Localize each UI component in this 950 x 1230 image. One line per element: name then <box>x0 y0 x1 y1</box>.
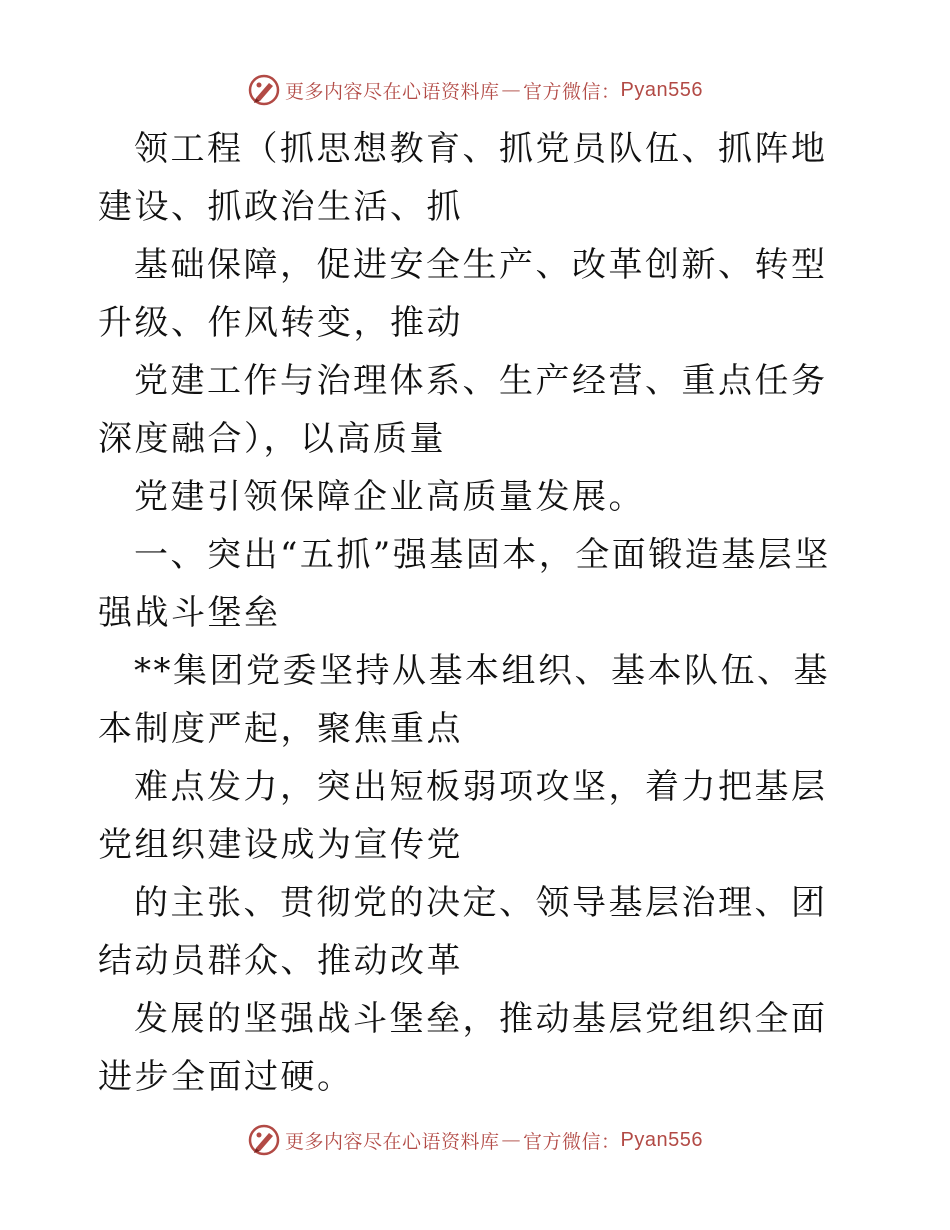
section-heading: 一、突出“五抓”强基固本，全面锻造基层坚强战斗堡垒 <box>98 535 831 633</box>
watermark-label: 官方微信： <box>523 1130 621 1153</box>
paragraph: 的主张、贯彻党的决定、领导基层治理、团结动员群众、推动改革 <box>98 883 828 981</box>
pen-logo-icon <box>247 73 281 107</box>
watermark-wechat-id: Pyan556 <box>620 1128 703 1151</box>
watermark-wechat-id: Pyan556 <box>620 78 703 101</box>
header-watermark <box>0 70 950 110</box>
pen-logo-icon <box>247 1123 281 1157</box>
document-body <box>98 120 858 1106</box>
watermark-separator: — <box>501 1129 522 1151</box>
paragraph: 难点发力，突出短板弱项攻坚，着力把基层党组织建设成为宣传党 <box>98 767 828 865</box>
watermark-brand-text: 更多内容尽在心语资料库 <box>285 80 500 103</box>
paragraph: **集团党委坚持从基本组织、基本队伍、基本制度严起，聚焦重点 <box>98 651 830 749</box>
paragraph: 基础保障，促进安全生产、改革创新、转型升级、作风转变，推动 <box>98 245 828 343</box>
paragraph: 党建引领保障企业高质量发展。 <box>134 477 645 517</box>
paragraph: 领工程（抓思想教育、抓党员队伍、抓阵地建设、抓政治生活、抓 <box>98 129 828 227</box>
watermark-brand-text: 更多内容尽在心语资料库 <box>285 1130 500 1153</box>
watermark-separator: — <box>501 79 522 101</box>
footer-watermark <box>0 1120 950 1160</box>
paragraph: 发展的坚强战斗堡垒，推动基层党组织全面进步全面过硬。 <box>98 999 828 1097</box>
watermark-label: 官方微信： <box>523 80 621 103</box>
paragraph: 党建工作与治理体系、生产经营、重点任务深度融合），以高质量 <box>98 361 828 459</box>
